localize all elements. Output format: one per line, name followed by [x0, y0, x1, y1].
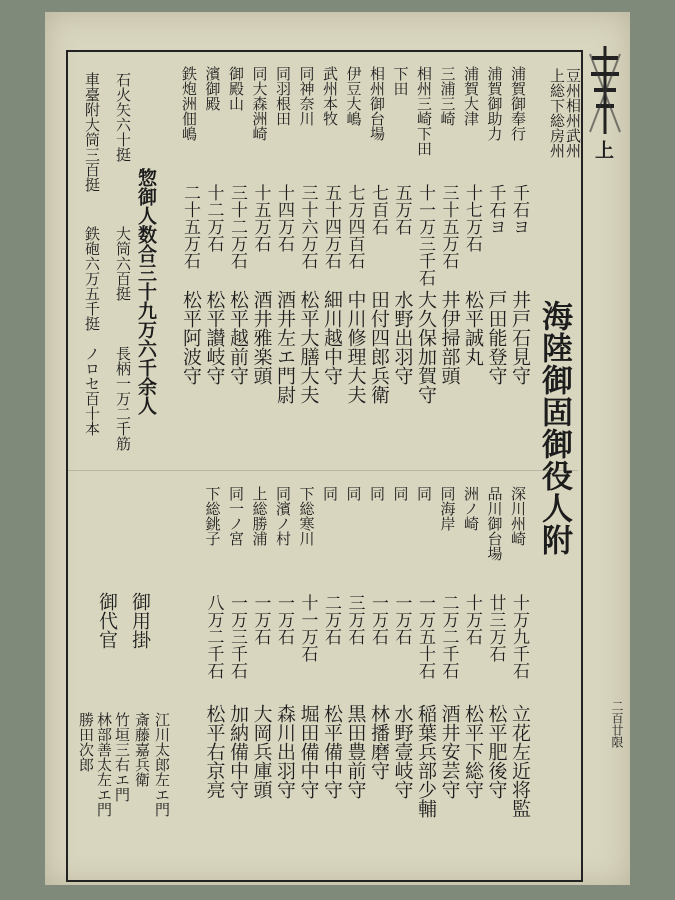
- lower-entries-stipend: 廿三万石: [485, 594, 506, 662]
- upper-entries-name: 細川越中守: [321, 290, 343, 385]
- upper-entries-stipend: 千石ヨ: [485, 184, 506, 235]
- lower-entries-place: 下総寒川: [297, 486, 316, 546]
- upper-entries-name: 戸田能登守: [485, 290, 508, 385]
- lower-entries-name: 大岡兵庫頭: [250, 704, 273, 799]
- lower-entries-place: 同: [415, 486, 433, 501]
- lower-entries-stipend: 三万石: [344, 594, 365, 645]
- upper-entries-name: 松平阿波守: [180, 290, 202, 385]
- upper-entries-name: 酒井左エ門尉: [274, 290, 296, 404]
- lower-entries-place: 深川州崎: [509, 486, 527, 546]
- upper-entries-stipend: 三十二万石: [227, 184, 247, 269]
- upper-entries-stipend: 三十六万石: [297, 184, 318, 269]
- lower-entries-name: 稲葉兵部少輔: [415, 704, 437, 818]
- lower-entries-place: 同: [368, 486, 386, 501]
- lower-entries-name: 森川出羽守: [274, 704, 296, 799]
- upper-entries-place: 三浦三崎: [438, 66, 457, 126]
- upper-entries-stipend: 二十五万石: [180, 184, 200, 269]
- arms-3: 長柄一万二千筋: [114, 346, 132, 451]
- page-title: 海陸御固御役人附: [536, 300, 572, 556]
- upper-entries-name: 中川修理大夫: [344, 290, 367, 404]
- lower-entries-stipend: 十万石: [462, 594, 482, 645]
- arms-2: 大筒六百挺: [114, 226, 132, 301]
- lower-entries-place: 同濱ノ村: [274, 486, 292, 546]
- lower-entries-stipend: 八万二千石: [203, 594, 224, 679]
- lower-entries-stipend: 一万五十石: [415, 594, 435, 679]
- arms-5: 鉄砲六万五千挺: [83, 226, 101, 331]
- upper-entries-name: 大久保加賀守: [415, 290, 437, 404]
- upper-entries-place: 相州三崎下田: [415, 66, 433, 156]
- side-note: 二百廿限: [610, 700, 624, 748]
- upper-entries-place: 相州御台場: [368, 66, 386, 141]
- upper-entries-name: 水野出羽守: [391, 290, 414, 385]
- arms-6: ノロセ百十本: [83, 346, 101, 436]
- upper-entries-stipend: 七万四百石: [344, 184, 365, 269]
- header-domain-2: 上総下総房州: [548, 68, 566, 158]
- upper-entries-place: 御殿山: [227, 66, 245, 111]
- lower-entries-place: 同: [344, 486, 363, 501]
- upper-entries-stipend: 千石ヨ: [509, 184, 529, 235]
- lower-entries-stipend: 一万石: [274, 594, 294, 645]
- volume-mark: 上: [592, 140, 614, 159]
- upper-entries-place: 浦賀御助力: [485, 66, 504, 141]
- official-3: 竹垣三右エ門: [113, 712, 131, 802]
- lower-entries-place: 下総銚子: [203, 486, 222, 546]
- official-4: 林部善太左エ門: [95, 712, 113, 817]
- officials-group-2: 御代官: [96, 592, 118, 649]
- lower-entries-place: 同: [391, 486, 410, 501]
- upper-entries-stipend: 十五万石: [250, 184, 271, 252]
- upper-entries-name: 松平大膳大夫: [297, 290, 320, 404]
- upper-entries-name: 井伊掃部頭: [438, 290, 461, 385]
- arms-1: 石火矢六十挺: [114, 72, 132, 162]
- upper-entries-name: 松平誠丸: [462, 290, 484, 366]
- lower-entries-name: 酒井安芸守: [438, 704, 461, 799]
- upper-entries-place: 浦賀御奉行: [509, 66, 527, 141]
- upper-entries-stipend: 十四万石: [274, 184, 294, 252]
- upper-entries-place: 同羽根田: [274, 66, 292, 126]
- lower-entries-stipend: 一万石: [250, 594, 271, 645]
- upper-entries-place: 同大森洲崎: [250, 66, 269, 141]
- lower-entries-name: 黒田豊前守: [344, 704, 367, 799]
- lower-entries-place: 同海岸: [438, 486, 457, 531]
- lower-entries-name: 立花左近将監: [509, 704, 531, 818]
- lower-entries-stipend: 一万三千石: [227, 594, 247, 679]
- header-domain-1: 豆州相州武州: [564, 68, 582, 158]
- total-strength: 惣御人数合三十九万六千余人: [135, 168, 157, 415]
- officials-group-1: 御用掛: [129, 592, 151, 649]
- arms-4: 車臺附大筒三百挺: [83, 72, 101, 192]
- lower-entries-name: 松平下総守: [462, 704, 484, 799]
- lower-entries-name: 水野壹岐守: [391, 704, 414, 799]
- lower-entries-stipend: 二万二千石: [438, 594, 459, 679]
- lower-entries-place: 品川御台場: [485, 486, 504, 561]
- upper-entries-stipend: 七百石: [368, 184, 388, 235]
- lower-entries-place: 同一ノ宮: [227, 486, 245, 546]
- upper-entries-place: 濱御殿: [203, 66, 222, 111]
- lower-entries-stipend: 十一万石: [297, 594, 318, 662]
- lower-entries-place: 洲ノ崎: [462, 486, 480, 531]
- official-2: 斎藤嘉兵衛: [133, 712, 151, 787]
- upper-entries-place: 伊豆大嶋: [344, 66, 363, 126]
- lower-entries-stipend: 二万石: [321, 594, 341, 645]
- upper-entries-stipend: 十二万石: [203, 184, 224, 252]
- lower-entries-place: 上総勝浦: [250, 486, 269, 546]
- lower-entries-name: 加納備中守: [227, 704, 249, 799]
- lower-entries-name: 松平備中守: [321, 704, 343, 799]
- lower-entries-name: 松平肥後守: [485, 704, 508, 799]
- official-1: 江川太郎左エ門: [153, 712, 171, 817]
- lower-entries-name: 堀田備中守: [297, 704, 320, 799]
- upper-entries-name: 松平讃岐守: [203, 290, 226, 385]
- upper-entries-place: 下田: [391, 66, 410, 96]
- upper-entries-place: 武州本牧: [321, 66, 339, 126]
- lower-entries-stipend: 十万九千石: [509, 594, 529, 679]
- lower-entries-stipend: 一万石: [368, 594, 388, 645]
- middle-fold: [68, 470, 578, 471]
- upper-entries-stipend: 三十五万石: [438, 184, 459, 269]
- upper-entries-stipend: 五万石: [391, 184, 412, 235]
- upper-entries-name: 井戸石見守: [509, 290, 531, 385]
- official-5: 勝田次郎: [77, 712, 95, 772]
- upper-entries-stipend: 十七万石: [462, 184, 482, 252]
- upper-entries-stipend: 五十四万石: [321, 184, 341, 269]
- upper-entries-name: 松平越前守: [227, 290, 249, 385]
- upper-entries-name: 酒井雅楽頭: [250, 290, 273, 385]
- lower-entries-name: 松平右京亮: [203, 704, 226, 799]
- lower-entries-stipend: 一万石: [391, 594, 412, 645]
- upper-entries-place: 鉄炮洲佃嶋: [180, 66, 198, 141]
- lower-entries-place: 同: [321, 486, 339, 501]
- upper-entries-stipend: 十一万三千石: [415, 184, 435, 286]
- upper-entries-name: 田付四郎兵衛: [368, 290, 390, 404]
- emblem-icon: [588, 44, 622, 136]
- upper-entries-place: 浦賀大津: [462, 66, 480, 126]
- upper-entries-place: 同神奈川: [297, 66, 316, 126]
- lower-entries-name: 林播磨守: [368, 704, 390, 780]
